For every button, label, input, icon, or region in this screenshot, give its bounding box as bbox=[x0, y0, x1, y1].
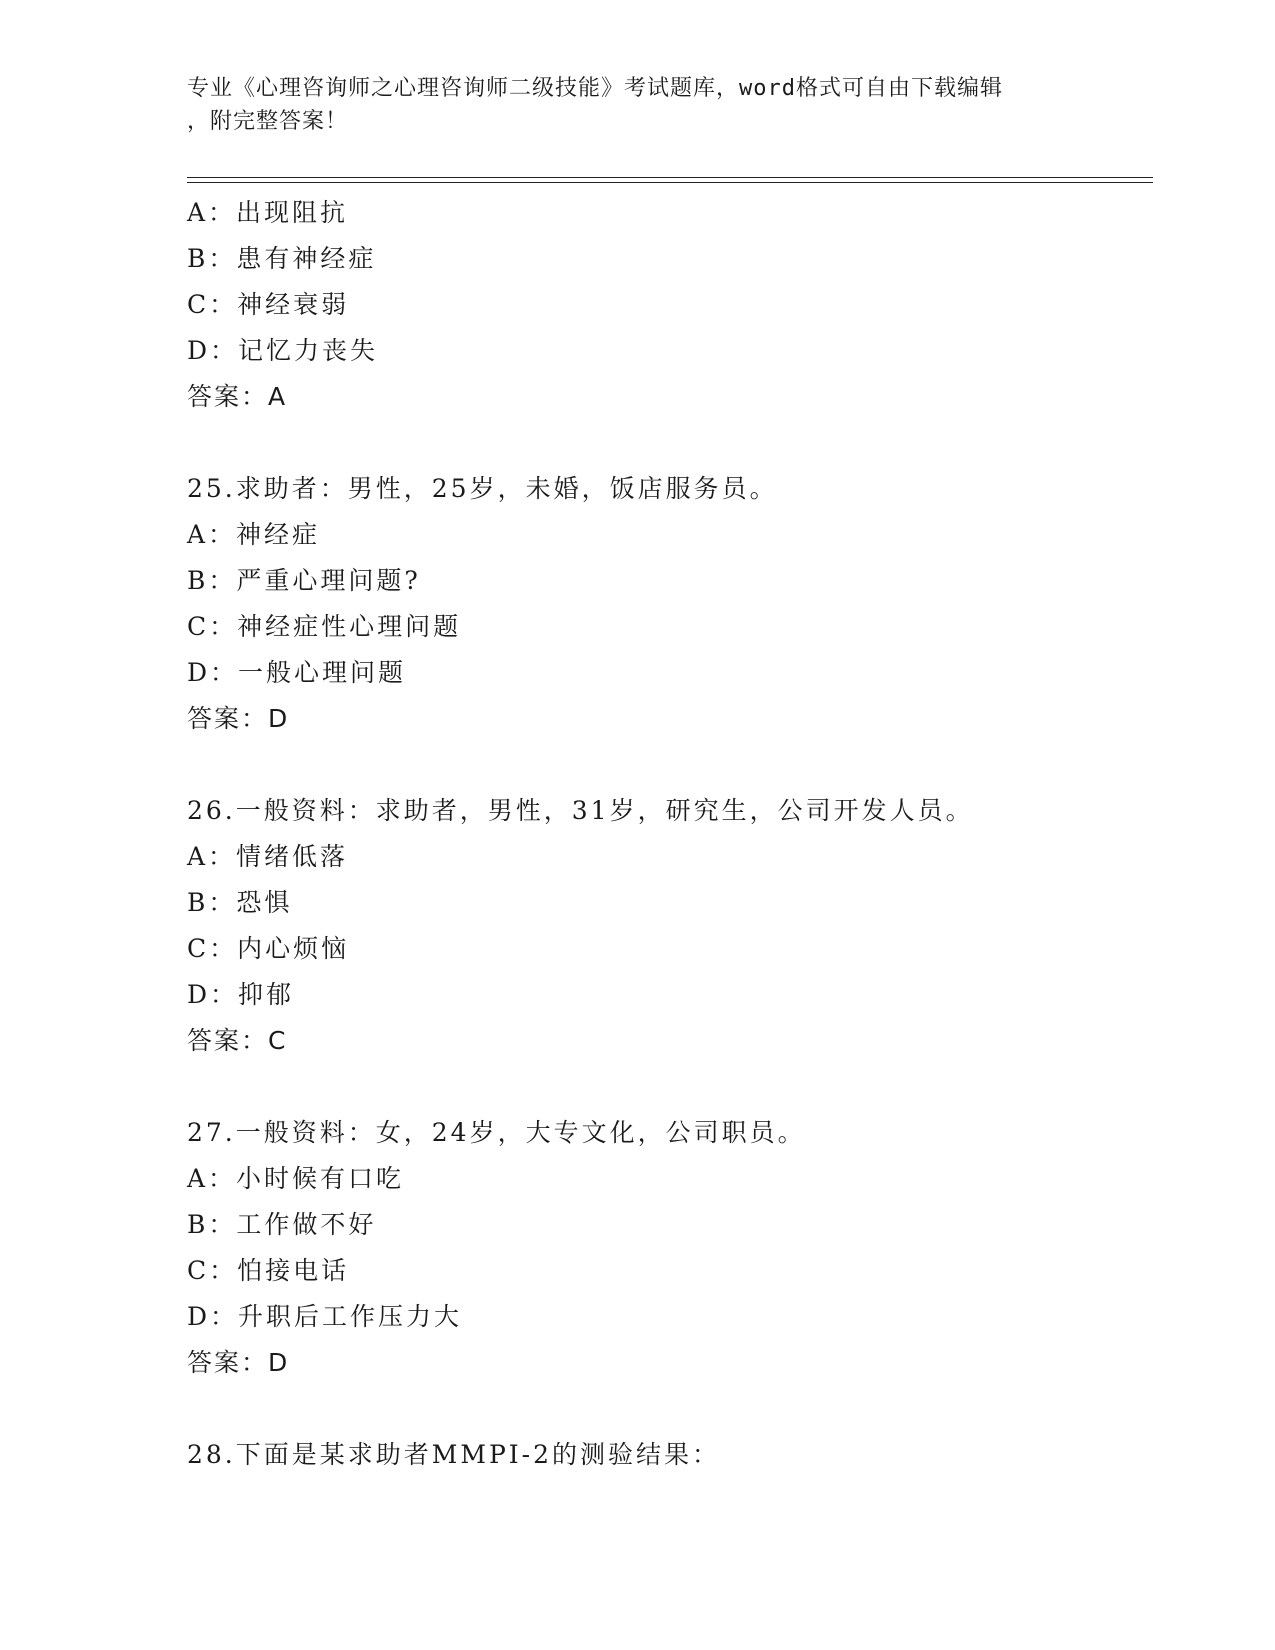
option-c: C：神经衰弱 bbox=[187, 290, 350, 319]
option-c: C：神经症性心理问题 bbox=[187, 612, 462, 641]
document-header bbox=[187, 72, 1087, 138]
option-b: B：严重心理问题? bbox=[187, 566, 421, 595]
answer-line: 答案：A bbox=[187, 382, 288, 411]
option-a: A：小时候有口吃 bbox=[187, 1164, 405, 1193]
option-d: D：抑郁 bbox=[187, 980, 295, 1009]
question-list bbox=[187, 190, 1153, 1478]
question-27 bbox=[187, 1110, 1153, 1386]
option-b: B：恐惧 bbox=[187, 888, 293, 917]
option-d: D：升职后工作压力大 bbox=[187, 1302, 463, 1331]
header-rule-bottom bbox=[187, 182, 1153, 183]
question-stem: 28.下面是某求助者MMPI-2的测验结果： bbox=[187, 1440, 721, 1469]
option-c: C：内心烦恼 bbox=[187, 934, 350, 963]
question-26 bbox=[187, 788, 1153, 1064]
option-b: B：工作做不好 bbox=[187, 1210, 377, 1239]
header-rule-top bbox=[187, 177, 1153, 178]
option-a: A：情绪低落 bbox=[187, 842, 349, 871]
question-24-tail bbox=[187, 190, 1153, 420]
option-a: A：出现阻抗 bbox=[187, 198, 349, 227]
question-28 bbox=[187, 1432, 1153, 1478]
answer-line: 答案：C bbox=[187, 1026, 288, 1055]
question-stem: 27.一般资料：女，24岁，大专文化，公司职员。 bbox=[187, 1118, 806, 1147]
question-stem: 26.一般资料：求助者，男性，31岁，研究生，公司开发人员。 bbox=[187, 796, 974, 825]
option-a: A：神经症 bbox=[187, 520, 321, 549]
option-b: B：患有神经症 bbox=[187, 244, 377, 273]
option-d: D：记忆力丧失 bbox=[187, 336, 379, 365]
question-25 bbox=[187, 466, 1153, 742]
option-d: D：一般心理问题 bbox=[187, 658, 407, 687]
answer-line: 答案：D bbox=[187, 1348, 290, 1377]
answer-line: 答案：D bbox=[187, 704, 290, 733]
option-c: C：怕接电话 bbox=[187, 1256, 350, 1285]
header-line-1: 专业《心理咨询师之心理咨询师二级技能》考试题库，word格式可自由下载编辑 bbox=[187, 76, 1003, 101]
header-line-2: ，附完整答案！ bbox=[187, 109, 349, 134]
question-stem: 25.求助者：男性，25岁，未婚，饭店服务员。 bbox=[187, 474, 778, 503]
